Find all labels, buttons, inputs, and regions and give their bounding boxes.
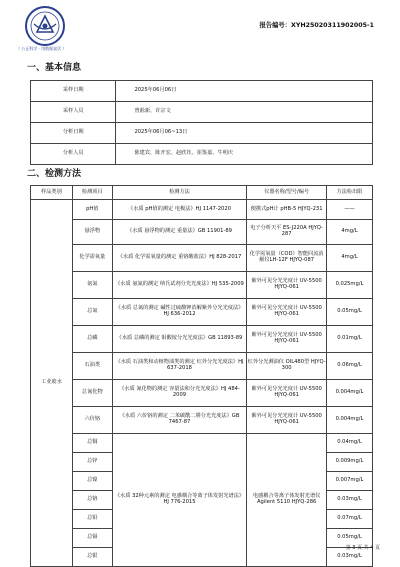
limit-cell: 0.007mg/L (327, 472, 373, 491)
item-cell: 化学需氧量 (72, 245, 112, 272)
table-row (31, 272, 373, 299)
limit-cell: —— (327, 200, 373, 220)
limit-cell: 0.01mg/L (327, 326, 373, 353)
analysis-date-label: 分析日期 (31, 123, 116, 144)
instrument-cell: 便携式pH计 pHB-5 HJYQ-231 (247, 200, 327, 220)
limit-cell: 0.05mg/L (327, 299, 373, 326)
company-slogan: （ 公正科学 · 用数据说话 ） (16, 46, 67, 51)
table-row (31, 245, 373, 272)
table-row (31, 81, 373, 102)
instrument-cell: 红外分光测油仪 OIL480型 HJYQ-300 (247, 353, 327, 380)
table-row (31, 200, 373, 220)
limit-cell: 0.05mg/L (327, 529, 373, 548)
item-cell: 总锌 (72, 453, 112, 472)
sampling-staff-value: 曾淞新、许宗文 (116, 102, 373, 123)
method-cell: 《水质 氰化物的测定 容量法和分光光度法》HJ 484-2009 (112, 380, 247, 407)
table-row (31, 123, 373, 144)
table-row (31, 407, 373, 434)
item-cell: 总铜 (72, 434, 112, 453)
limit-cell: 4mg/L (327, 245, 373, 272)
metals-instrument-cell: 电感耦合等离子体发射光谱仪Agilent 5110 HJYQ-286 (247, 434, 327, 567)
table-row (31, 326, 373, 353)
item-cell: 总铅 (72, 510, 112, 529)
table-row (31, 102, 373, 123)
methods-table (30, 185, 373, 567)
col-header-item: 检测项目 (72, 186, 112, 200)
analysis-date-value: 2025年06月06~13日 (116, 123, 373, 144)
report-number-label: 报告编号： (259, 22, 291, 29)
col-header-limit: 方法检出限 (327, 186, 373, 200)
table-row (31, 220, 373, 245)
limit-cell: 0.025mg/L (327, 272, 373, 299)
table-header-row (31, 186, 373, 200)
item-cell: pH值 (72, 200, 112, 220)
item-cell: 总银 (72, 548, 112, 567)
method-cell: 《水质 石油类和动植物油类的测定 红外分光光度法》HJ 637-2018 (112, 353, 247, 380)
sampling-date-label: 采样日期 (31, 81, 116, 102)
report-number (259, 20, 374, 29)
method-cell: 《水质 化学需氧量的测定 重铬酸盐法》HJ 828-2017 (112, 245, 247, 272)
analysis-staff-value: 陈建宾、陈开宏、赵欣钰、崔鉴嘉、牛明庆 (116, 144, 373, 165)
item-cell: 悬浮物 (72, 220, 112, 245)
instrument-cell: 紫外可见分光光度计 UV-5500 HJYQ-061 (247, 407, 327, 434)
instrument-cell: 电子分析天平 ES-J220A HJYQ-287 (247, 220, 327, 245)
section-methods-title: 二、检测方法 (27, 169, 82, 179)
limit-cell: 0.004mg/L (327, 407, 373, 434)
table-row (31, 144, 373, 165)
col-header-method: 检测方法 (112, 186, 247, 200)
metals-method-cell: 《水质 32种元素的测定 电感耦合等离子体发射光谱法》HJ 776-2015 (112, 434, 247, 567)
page-number: 第 3 页 共 4 页 (345, 545, 380, 551)
limit-cell: 0.004mg/L (327, 380, 373, 407)
sampling-date-value: 2025年06月06日 (116, 81, 373, 102)
instrument-cell: 紫外可见分光光度计 UV-5500 HJYQ-061 (247, 272, 327, 299)
sample-category-cell: 工业废水 (31, 200, 73, 567)
table-row (31, 380, 373, 407)
report-number-value: XYH25020311902005-1 (290, 22, 374, 29)
method-cell: 《水质 总氮的测定 碱性过硫酸钾消解紫外分光光度法》HJ 636-2012 (112, 299, 247, 326)
analysis-staff-label: 分析人员 (31, 144, 116, 165)
item-cell: 总氰化物 (72, 380, 112, 407)
limit-cell: 0.03mg/L (327, 548, 373, 567)
table-row (31, 299, 373, 326)
basic-info-table (30, 80, 373, 165)
method-cell: 《水质 pH值的测定 电极法》HJ 1147-2020 (112, 200, 247, 220)
instrument-cell: 紫外可见分光光度计 UV-5500 HJYQ-061 (247, 299, 327, 326)
table-row (31, 353, 373, 380)
method-cell: 《水质 六价铬的测定 二苯碳酰二肼分光光度法》GB 7467-87 (112, 407, 247, 434)
limit-cell: 0.06mg/L (327, 353, 373, 380)
instrument-cell: 紫外可见分光光度计 UV-5500 HJYQ-061 (247, 326, 327, 353)
limit-cell: 0.04mg/L (327, 434, 373, 453)
method-cell: 《水质 总磷的测定 钼酸铵分光光度法》GB 11893-89 (112, 326, 247, 353)
item-cell: 氨氮 (72, 272, 112, 299)
col-header-category: 样品类别 (31, 186, 73, 200)
item-cell: 总磷 (72, 326, 112, 353)
method-cell: 《水质 悬浮物的测定 重量法》GB 11901-89 (112, 220, 247, 245)
table-row (31, 434, 373, 453)
col-header-instrument: 仪器名称/型号/编号 (247, 186, 327, 200)
sampling-staff-label: 采样人员 (31, 102, 116, 123)
item-cell: 总铬 (72, 491, 112, 510)
instrument-cell: 化学需氧量（COD）智能回流消解仪LH-12F HJYQ-087 (247, 245, 327, 272)
limit-cell: 0.009mg/L (327, 453, 373, 472)
limit-cell: 0.03mg/L (327, 491, 373, 510)
item-cell: 石油类 (72, 353, 112, 380)
limit-cell: 4mg/L (327, 220, 373, 245)
section-basic-info-title: 一、基本信息 (27, 63, 82, 73)
item-cell: 六价铬 (72, 407, 112, 434)
limit-cell: 0.07mg/L (327, 510, 373, 529)
method-cell: 《水质 氨氮的测定 纳氏试剂分光光度法》HJ 535-2009 (112, 272, 247, 299)
item-cell: 总镉 (72, 529, 112, 548)
item-cell: 总氮 (72, 299, 112, 326)
item-cell: 总镍 (72, 472, 112, 491)
instrument-cell: 紫外可见分光光度计 UV-5500 HJYQ-061 (247, 380, 327, 407)
